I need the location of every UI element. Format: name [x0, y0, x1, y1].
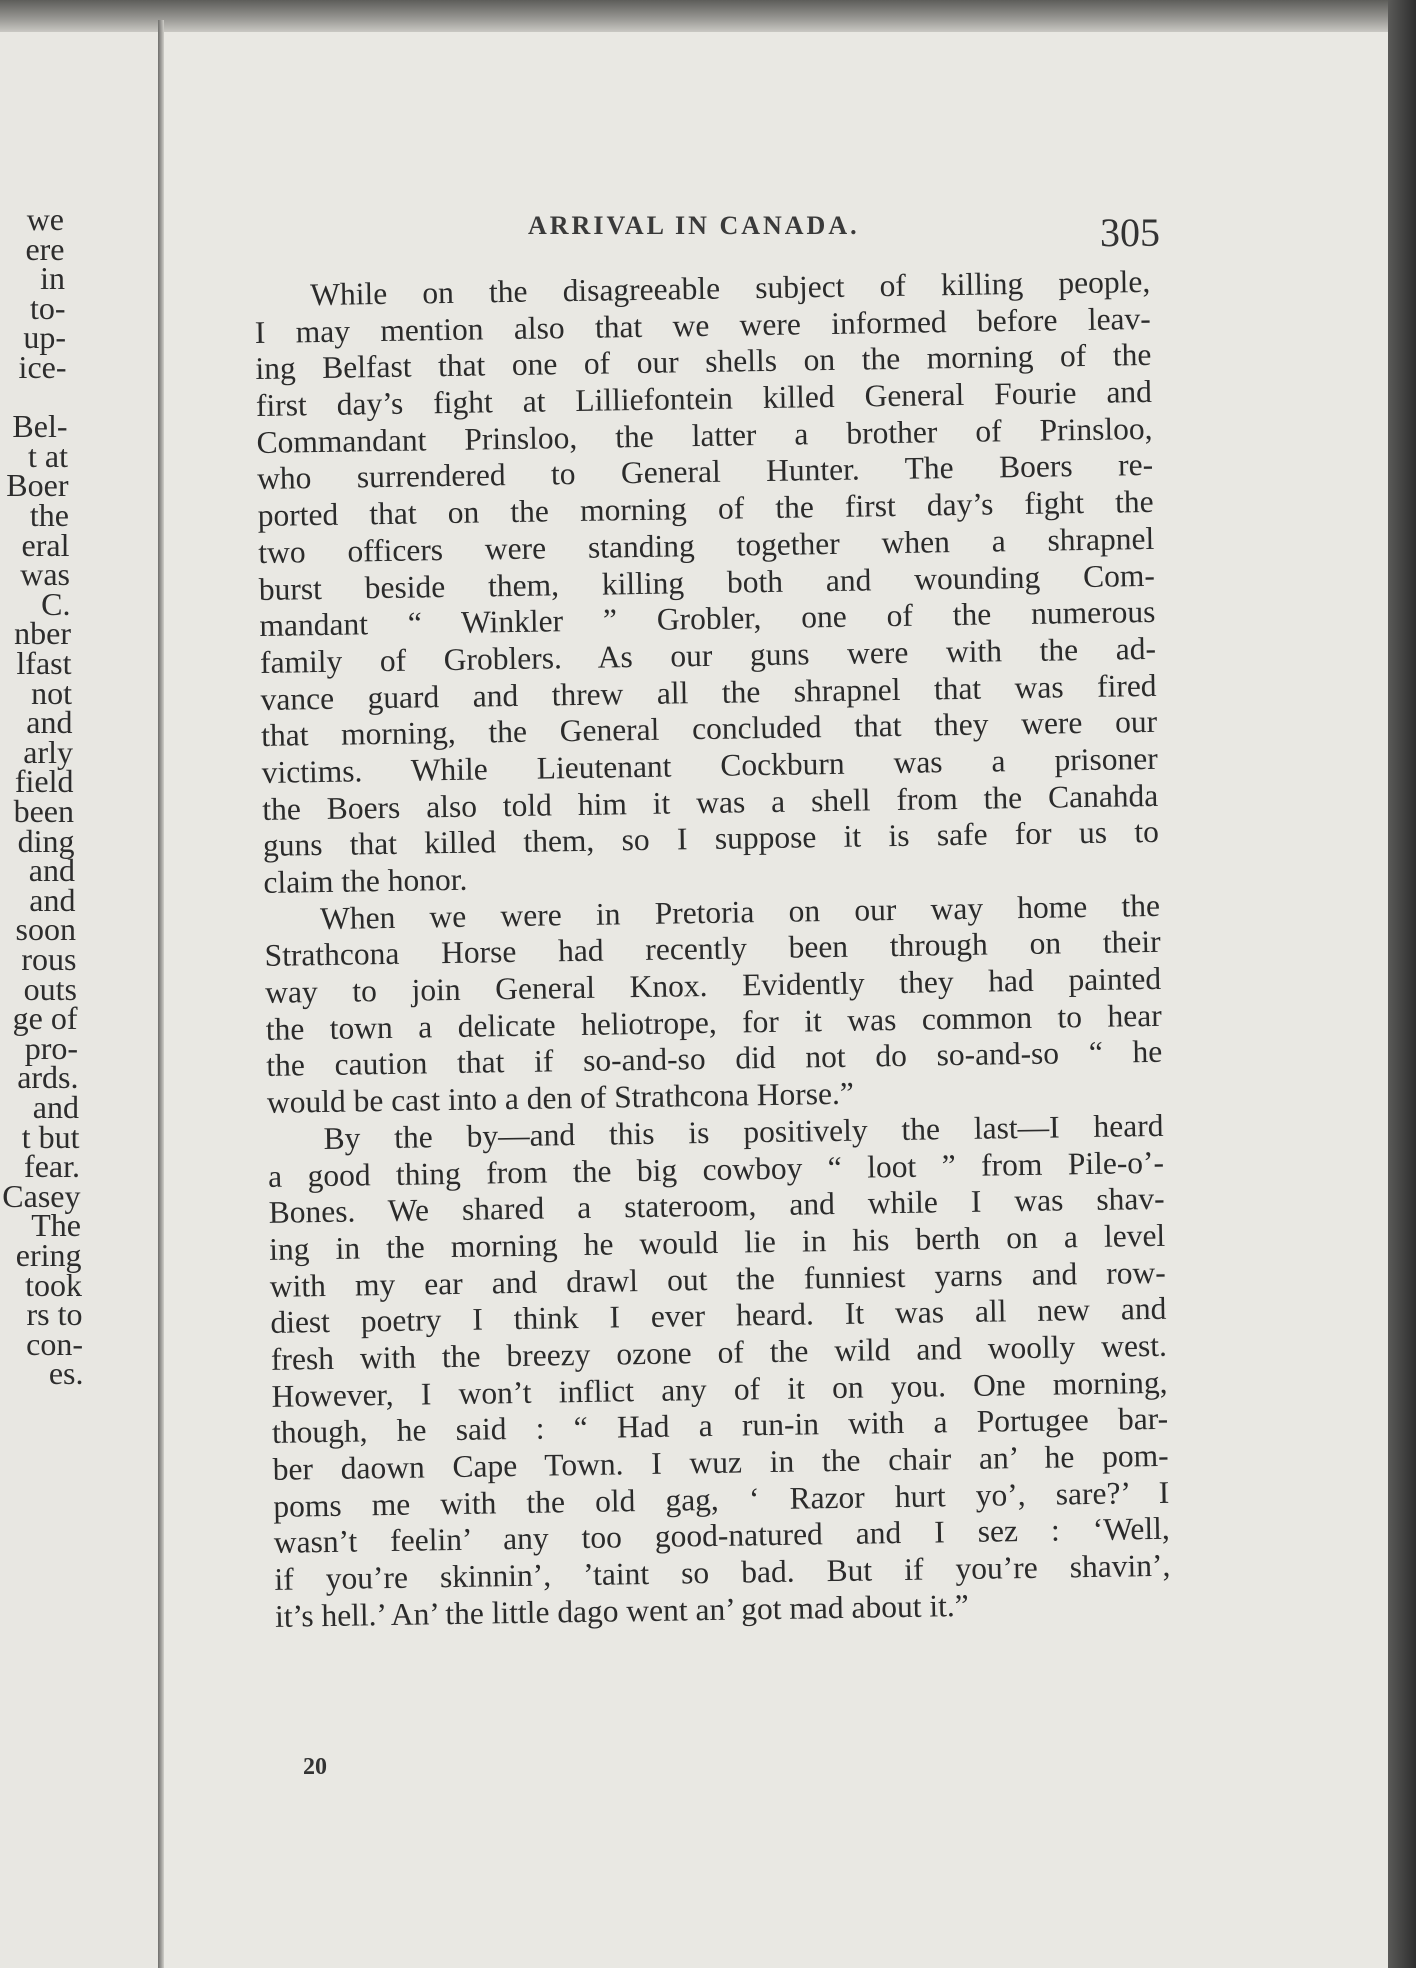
text-line: ing Belfast that one of our shells on the morning of the: [255, 337, 1152, 387]
text-line: ported that on the morning of the first day’s fight the: [257, 484, 1154, 534]
text-line: the town a delicate heliotrope, for it was common to hear: [265, 997, 1162, 1047]
text-line: Commandant Prinsloo, the latter a brother of Prinsloo,: [256, 410, 1153, 460]
scan-right-edge: [1388, 0, 1416, 1968]
text-line: with my ear and drawl out the funniest yarns and row-: [269, 1254, 1166, 1304]
previous-page-line: and: [32, 1089, 79, 1125]
page-number: 305: [1100, 210, 1160, 255]
previous-page-line: ge of: [12, 1000, 78, 1037]
previous-page-line: fear.: [24, 1148, 80, 1185]
previous-page-line: Casey: [2, 1177, 81, 1214]
previous-page-line: the: [29, 497, 69, 533]
previous-page-line: con-: [26, 1325, 83, 1362]
running-header: ARRIVAL IN CANADA.: [528, 211, 860, 240]
text-line: fresh with the breezy ozone of the wild and woolly west.: [270, 1327, 1168, 1377]
previous-page-line: up-: [23, 319, 66, 356]
previous-page-line: lfast: [16, 645, 72, 681]
signature-mark: 20: [303, 1754, 327, 1780]
text-line: first day’s fight at Lilliefontein killed General Fourie and: [255, 373, 1153, 424]
scan-top-edge: [0, 0, 1416, 32]
previous-page-line: rs to: [26, 1296, 83, 1333]
previous-page-margin: [0, 32, 160, 1968]
previous-page-line: took: [25, 1266, 82, 1303]
text-line: it’s hell.’ An’ the little dago went an’ got mad about it.”: [274, 1587, 969, 1634]
text-line: would be cast into a den of Strathcona Horse.”: [266, 1075, 855, 1121]
text-line: victims. While Lieutenant Cockburn was a prisoner: [261, 740, 1158, 790]
text-line: ing in the morning he would lie in his berth on a level: [268, 1217, 1166, 1267]
previous-page-line: ding: [17, 822, 75, 859]
text-line: mandant “ Winkler ” Grobler, one of the numerous: [259, 594, 1156, 644]
previous-page-line: ere: [25, 230, 65, 267]
paragraph: [267, 1108, 1171, 1636]
text-line: poms me with the old gag, ‘ Razor hurt yo’, sare?’ I: [273, 1474, 1170, 1524]
previous-page-line: and: [26, 704, 73, 741]
text-line: two officers were standing together when a shrapnel: [258, 520, 1155, 570]
text-line: burst beside them, killing both and wounding Com-: [258, 557, 1156, 607]
text-line: When we were in Pretoria on our way home the: [319, 887, 1161, 936]
previous-page-line: arly: [23, 733, 73, 770]
previous-page-line: to-: [29, 289, 66, 326]
text-line: diest poetry I think I ever heard. It was all new and: [270, 1291, 1167, 1341]
previous-page-line: t but: [21, 1118, 80, 1155]
previous-page-line: ice-: [18, 349, 67, 385]
previous-page-line: C.: [41, 585, 71, 622]
text-line: vance guard and threw all the shrapnel that was fired: [260, 667, 1157, 717]
previous-page-line: eral: [21, 526, 70, 563]
previous-page-line: soon: [15, 911, 76, 948]
previous-page-line: in: [40, 260, 65, 297]
previous-page-line: Boer: [6, 467, 69, 504]
text-line: Bones. We shared a stateroom, and while I was shav-: [268, 1181, 1165, 1231]
text-line: though, he said : “ Had a run-in with a Portugee bar-: [271, 1401, 1169, 1451]
text-line: the caution that if so-and-so did not do so-and-so “ he: [266, 1034, 1163, 1084]
text-line: that morning, the General concluded that they were our: [260, 704, 1158, 754]
text-line: Strathcona Horse had recently been through on their: [264, 924, 1161, 974]
previous-page-line: nber: [14, 615, 71, 652]
previous-page-line: outs: [23, 970, 77, 1007]
text-line: if you’re skinnin’, ’taint so bad. But if you’re shavin’,: [274, 1547, 1171, 1597]
text-line: wasn’t feelin’ any too good-natured and I sez : ‘Well,: [273, 1511, 1171, 1561]
paragraph: [254, 264, 1160, 902]
text-line: a good thing from the big cowboy “ loot ” from Pile-o’-: [267, 1144, 1165, 1194]
previous-page-line: t at: [28, 437, 68, 474]
text-line: By the by—and this is positively the last—I heard: [323, 1107, 1164, 1156]
text-line: ber daown Cape Town. I wuz in the chair an’ he pom-: [272, 1437, 1169, 1487]
previous-page-line: Bel-: [12, 408, 68, 445]
previous-page-line: ering: [15, 1237, 82, 1273]
text-line: the Boers also told him it was a shell from the Canahda: [262, 777, 1159, 827]
paragraph: [264, 888, 1163, 1122]
previous-page-line: was: [20, 556, 70, 593]
text-line: who surrendered to General Hunter. The Boers re-: [256, 447, 1154, 497]
previous-page-line: not: [31, 674, 72, 711]
text-line: family of Groblers. As our guns were with the ad-: [259, 630, 1157, 680]
previous-page-line: been: [13, 793, 74, 829]
body-text: [254, 264, 1171, 1635]
previous-page-line: field: [14, 763, 74, 800]
text-line: way to join General Knox. Evidently they had painted: [264, 960, 1162, 1010]
previous-page-line: The: [31, 1207, 81, 1244]
previous-page-line: rous: [21, 941, 77, 977]
previous-page-line: es.: [48, 1355, 84, 1392]
previous-page-line: and: [28, 852, 75, 889]
text-line: While on the disagreeable subject of killing people,: [309, 263, 1151, 313]
previous-page-line: and: [29, 881, 76, 918]
text-line: I may mention also that we were informed before leav-: [254, 300, 1152, 350]
previous-page-line: ards.: [17, 1059, 79, 1096]
previous-page-line: we: [26, 201, 64, 237]
previous-page-line: pro-: [24, 1029, 78, 1066]
text-line: claim the honor.: [263, 861, 468, 900]
text-line: However, I won’t inflict any of it on you. One morning,: [271, 1364, 1168, 1414]
text-line: guns that killed them, so I suppose it is safe for us to: [262, 814, 1160, 864]
